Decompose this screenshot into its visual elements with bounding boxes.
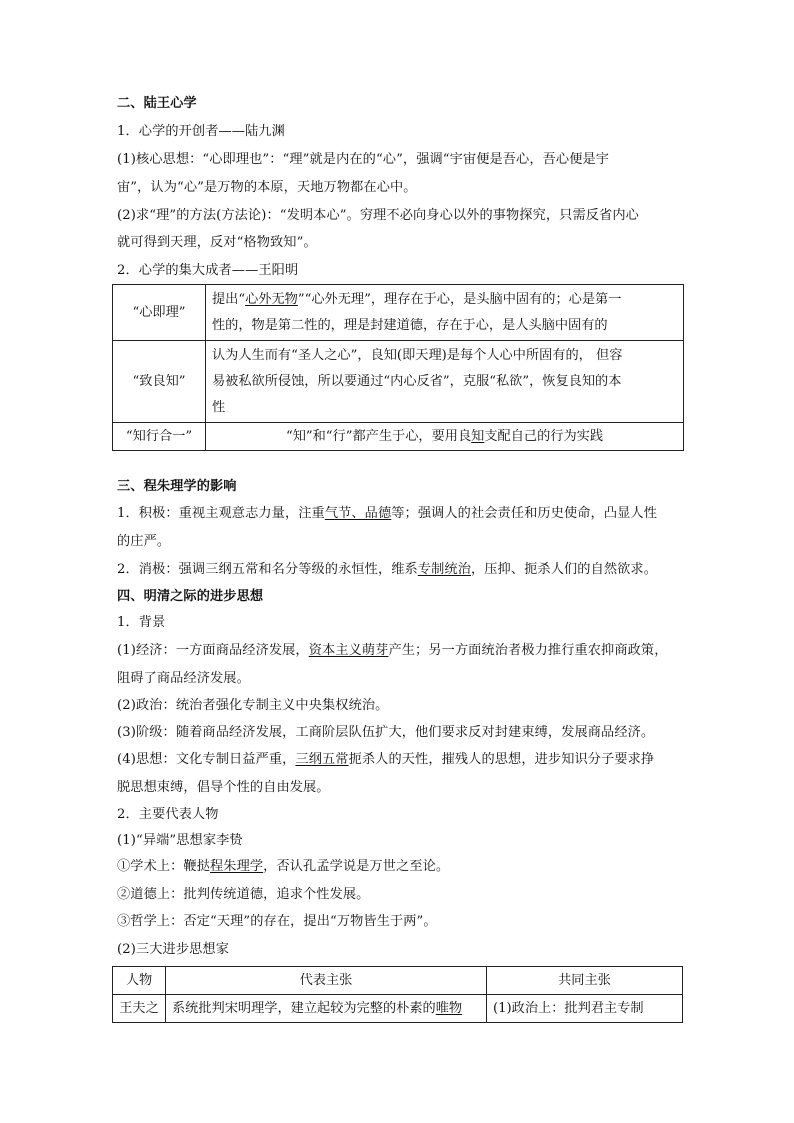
cell-text: 提出“	[212, 291, 246, 307]
cell-text: 支配自己的行为实践	[484, 428, 604, 444]
subheading-lu-jiuyuan: 1．心学的开创者——陆九渊	[117, 124, 285, 139]
table-cell	[166, 995, 487, 1023]
section-heading-lu-wang: 二、陆王心学	[117, 96, 197, 111]
paragraph-line: 阻碍了商品经济发展。	[117, 671, 250, 686]
table-row	[113, 995, 683, 1023]
text: (1)经济：一方面商品经济发展，	[117, 643, 309, 658]
table-cell: (1)政治上：批判君主专制	[487, 995, 683, 1023]
table-row	[113, 423, 684, 451]
underlined-text: 心外无物	[245, 291, 298, 307]
paragraph-line: (3)阶级：随着商品经济发展，工商阶层队伍扩大，他们要求反对封建束缚，发展商品经济。	[117, 725, 655, 740]
table-row	[113, 341, 684, 423]
column-header: 人物	[113, 967, 166, 995]
cell-text: 性的，物是第二性的，理是封建道德，存在于心，是人头脑中固有的	[212, 317, 608, 333]
paragraph-line	[117, 642, 668, 660]
cell-text: “知”和“行”都产生于心，要用良	[285, 428, 472, 444]
text: 2．消极：强调三纲五常和名分等级的永恒性，维系	[117, 562, 418, 577]
text: 等；强调人的社会责任和历史使命，凸显人性	[391, 506, 657, 521]
wang-yangming-table	[112, 284, 684, 451]
underlined-text: 气节、品德	[324, 506, 392, 521]
paragraph-line	[117, 505, 657, 523]
table-cell-label: “心即理”	[113, 285, 206, 341]
paragraph-line: (2)三大进步思想家	[117, 942, 229, 957]
underlined-text: 知	[471, 428, 485, 444]
text: (4)思想：文化专制日益严重，	[117, 752, 296, 767]
text: ，否认孔孟学说是万世之至论。	[263, 859, 450, 874]
text: 1．积极：重视主观意志力量，注重	[117, 506, 325, 521]
thinkers-table	[112, 966, 683, 1023]
table-cell-label: “知行合一”	[113, 423, 206, 451]
section-heading-cheng-zhu: 三、程朱理学的影响	[117, 479, 237, 494]
cell-text: 易被私欲所侵蚀，所以要通过“内心反省”，克服“私欲”，恢复良知的本	[212, 373, 622, 389]
text: 扼杀人的天性，摧残人的思想，进步知识分子要求挣	[348, 752, 655, 767]
paragraph-line: (2)政治：统治者强化专制主义中央集权统治。	[117, 698, 389, 713]
subheading-wang-yangming: 2．心学的集大成者——王阳明	[117, 263, 299, 278]
column-header: 共同主张	[487, 967, 683, 995]
table-cell-content	[206, 341, 684, 423]
cell-text: 认为人生而有“圣人之心”，良知(即天理)是每个人心中所固有的， 但容	[212, 347, 623, 363]
table-cell-label: “致良知”	[113, 341, 206, 423]
underlined-text: 唯物	[435, 1000, 463, 1016]
text: ①学术上：鞭挞	[117, 859, 211, 874]
table-cell-content	[206, 423, 684, 451]
column-header: 代表主张	[166, 967, 487, 995]
cell-text: ”“心外无理”，理存在于心，是头脑中固有的；心是第一	[297, 291, 622, 307]
paragraph-line: (1)“异端”思想家李贽	[117, 833, 243, 848]
underlined-text: 三纲五常	[295, 752, 349, 767]
paragraph-line: ②道德上：批判传统道德，追求个性发展。	[117, 887, 370, 902]
cell-text: 性	[212, 399, 226, 415]
cell-text: 系统批判宋明理学，建立起较为完整的朴素的	[172, 1000, 436, 1016]
table-header-row	[113, 967, 683, 995]
text: ，压抑、扼杀人们的自然欲求。	[470, 562, 658, 577]
paragraph-line: (1)核心思想：“心即理也”：“理”就是内在的“心”，强调“宇宙便是吾心，吾心便是宇	[117, 152, 610, 167]
underlined-text: 专制统治	[417, 562, 471, 577]
paragraph-line: 的庄严。	[117, 534, 171, 549]
underlined-text: 程朱理学	[210, 859, 264, 874]
table-cell-content	[206, 285, 684, 341]
paragraph-line	[117, 858, 449, 876]
paragraph-line: (2)求“理”的方法(方法论)：“发明本心”。穷理不必向身心以外的事物探究，只需反省内心	[117, 208, 639, 223]
subheading-representatives: 2．主要代表人物	[117, 807, 219, 822]
paragraph-line	[117, 751, 654, 769]
table-cell: 王夫之	[113, 995, 166, 1023]
subheading-background: 1．背景	[117, 615, 166, 630]
paragraph-line: 脱思想束缚，倡导个性的自由发展。	[117, 780, 330, 795]
section-heading-ming-qing: 四、明清之际的进步思想	[117, 589, 264, 604]
paragraph-line: 宙”，认为“心”是万物的本原，天地万物都在心中。	[117, 180, 417, 195]
paragraph-line: ③哲学上：否定“天理”的存在，提出“万物皆生于两”。	[117, 914, 437, 929]
paragraph-line: 就可得到天理，反对“格物致知”。	[117, 235, 317, 250]
table-row	[113, 285, 684, 341]
paragraph-line	[117, 561, 657, 579]
underlined-text: 资本主义萌芽	[308, 643, 389, 658]
text: 产生；另一方面统治者极力推行重农抑商政策，	[388, 643, 668, 658]
